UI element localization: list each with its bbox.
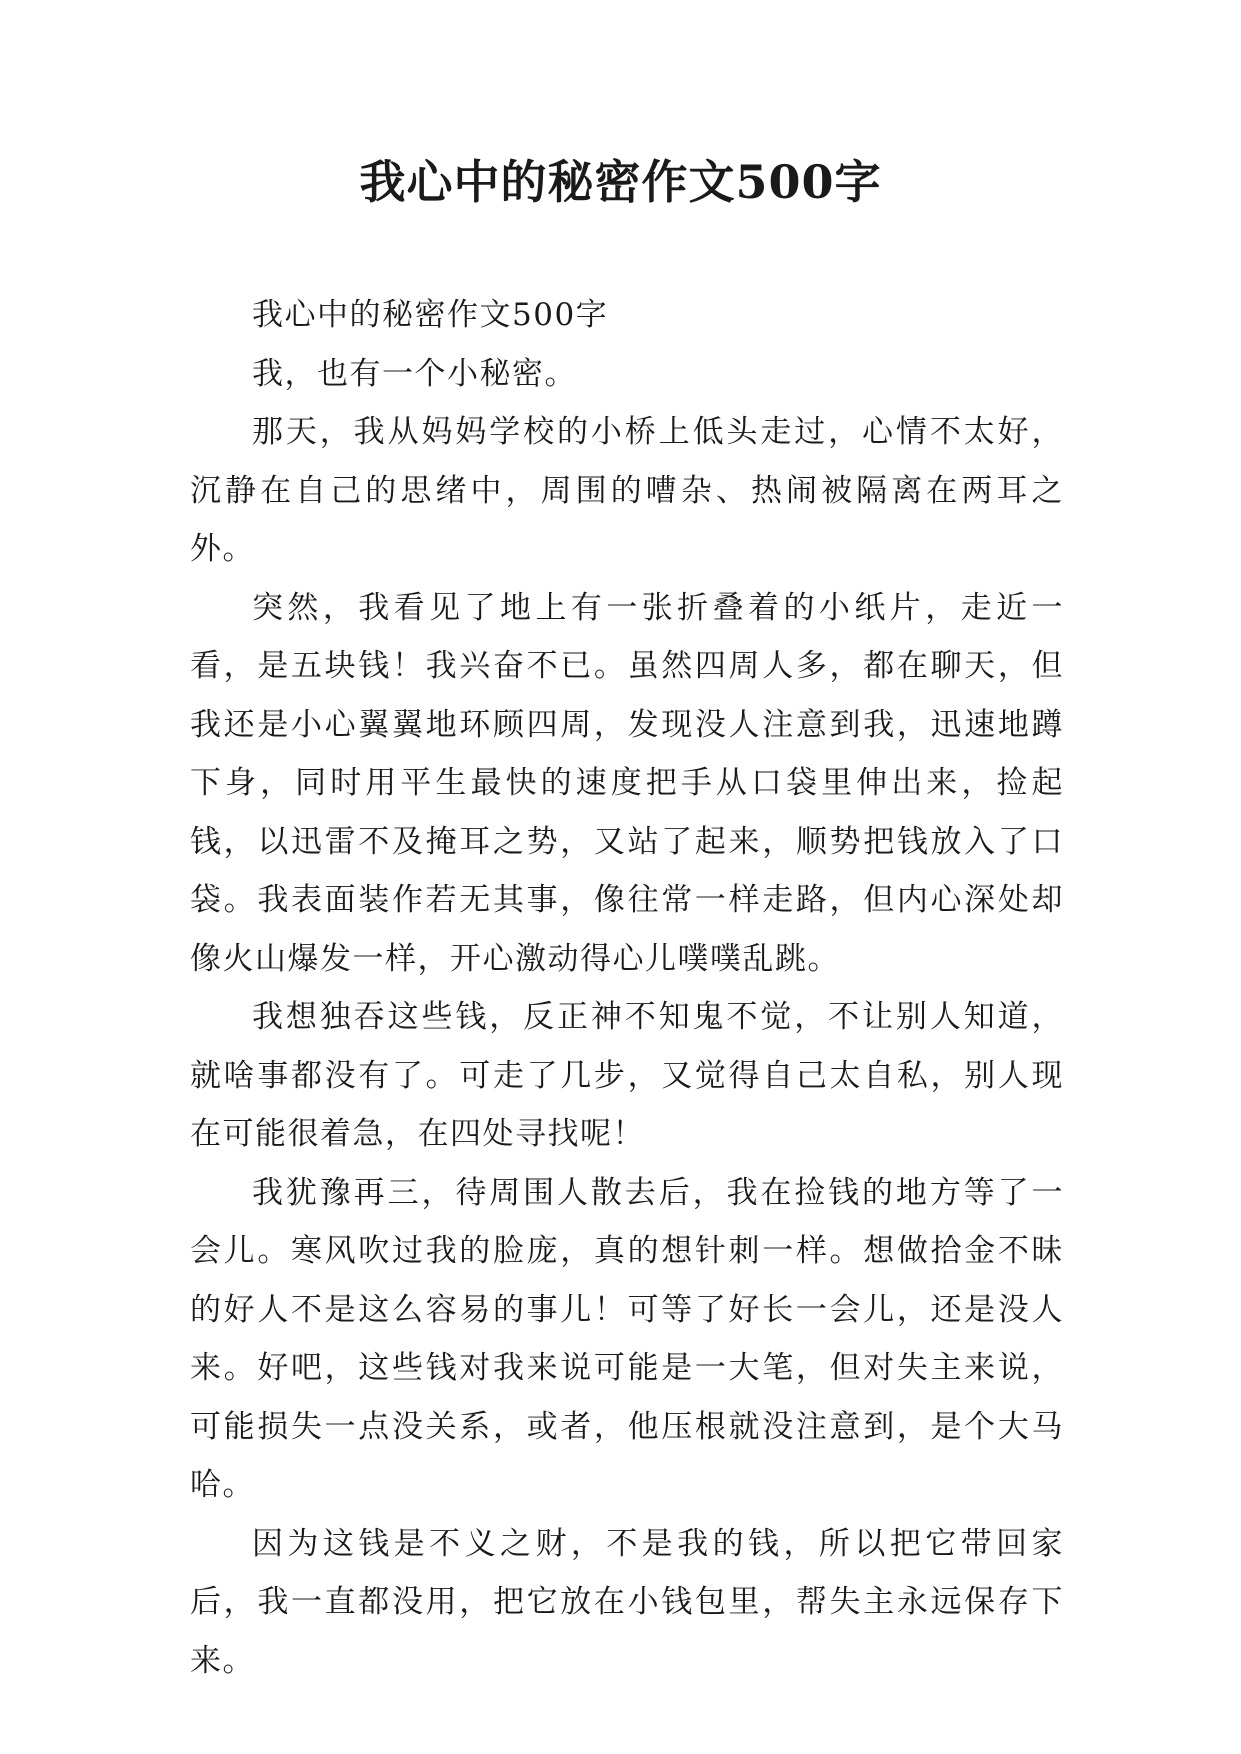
document-body [190,286,1064,1690]
paragraph: 突然，我看见了地上有一张折叠着的小纸片，走近一看，是五块钱！我兴奋不已。虽然四周人多，都在聊天，但我还是小心翼翼地环顾四周，发现没人注意到我，迅速地蹲下身，同时用平生最快的速度把手从口袋里伸出来，捡起钱，以迅雷不及掩耳之势，又站了起来，顺势把钱放入了口袋。我表面装作若无其事，像往常一样走路，但内心深处却像火山爆发一样，开心激动得心儿噗噗乱跳。 [190,589,1064,977]
paragraph-subtitle: 我心中的秘密作文500字 [252,297,609,333]
paragraph: 我，也有一个小秘密。 [252,355,577,392]
paragraph: 那天，我从妈妈学校的小桥上低头走过，心情不太好，沉静在自己的思绪中，周围的嘈杂、热闹被隔离在两耳之外。 [190,414,1064,567]
page-title: 我心中的秘密作文500字 [359,155,882,209]
paragraph: 我想独吞这些钱，反正神不知鬼不觉，不让别人知道，就啥事都没有了。可走了几步，又觉得自己太自私，别人现在可能很着急，在四处寻找呢！ [190,999,1064,1152]
paragraph: 我犹豫再三，待周围人散去后，我在捡钱的地方等了一会儿。寒风吹过我的脸庞，真的想针刺一样。想做拾金不昧的好人不是这么容易的事儿！可等了好长一会儿，还是没人来。好吧，这些钱对我来说可能是一大笔，但对失主来说，可能损失一点没关系，或者，他压根就没注意到，是个大马哈。 [190,1174,1064,1503]
paragraph: 因为这钱是不义之财，不是我的钱，所以把它带回家后，我一直都没用，把它放在小钱包里，帮失主永远保存下来。 [190,1525,1064,1679]
